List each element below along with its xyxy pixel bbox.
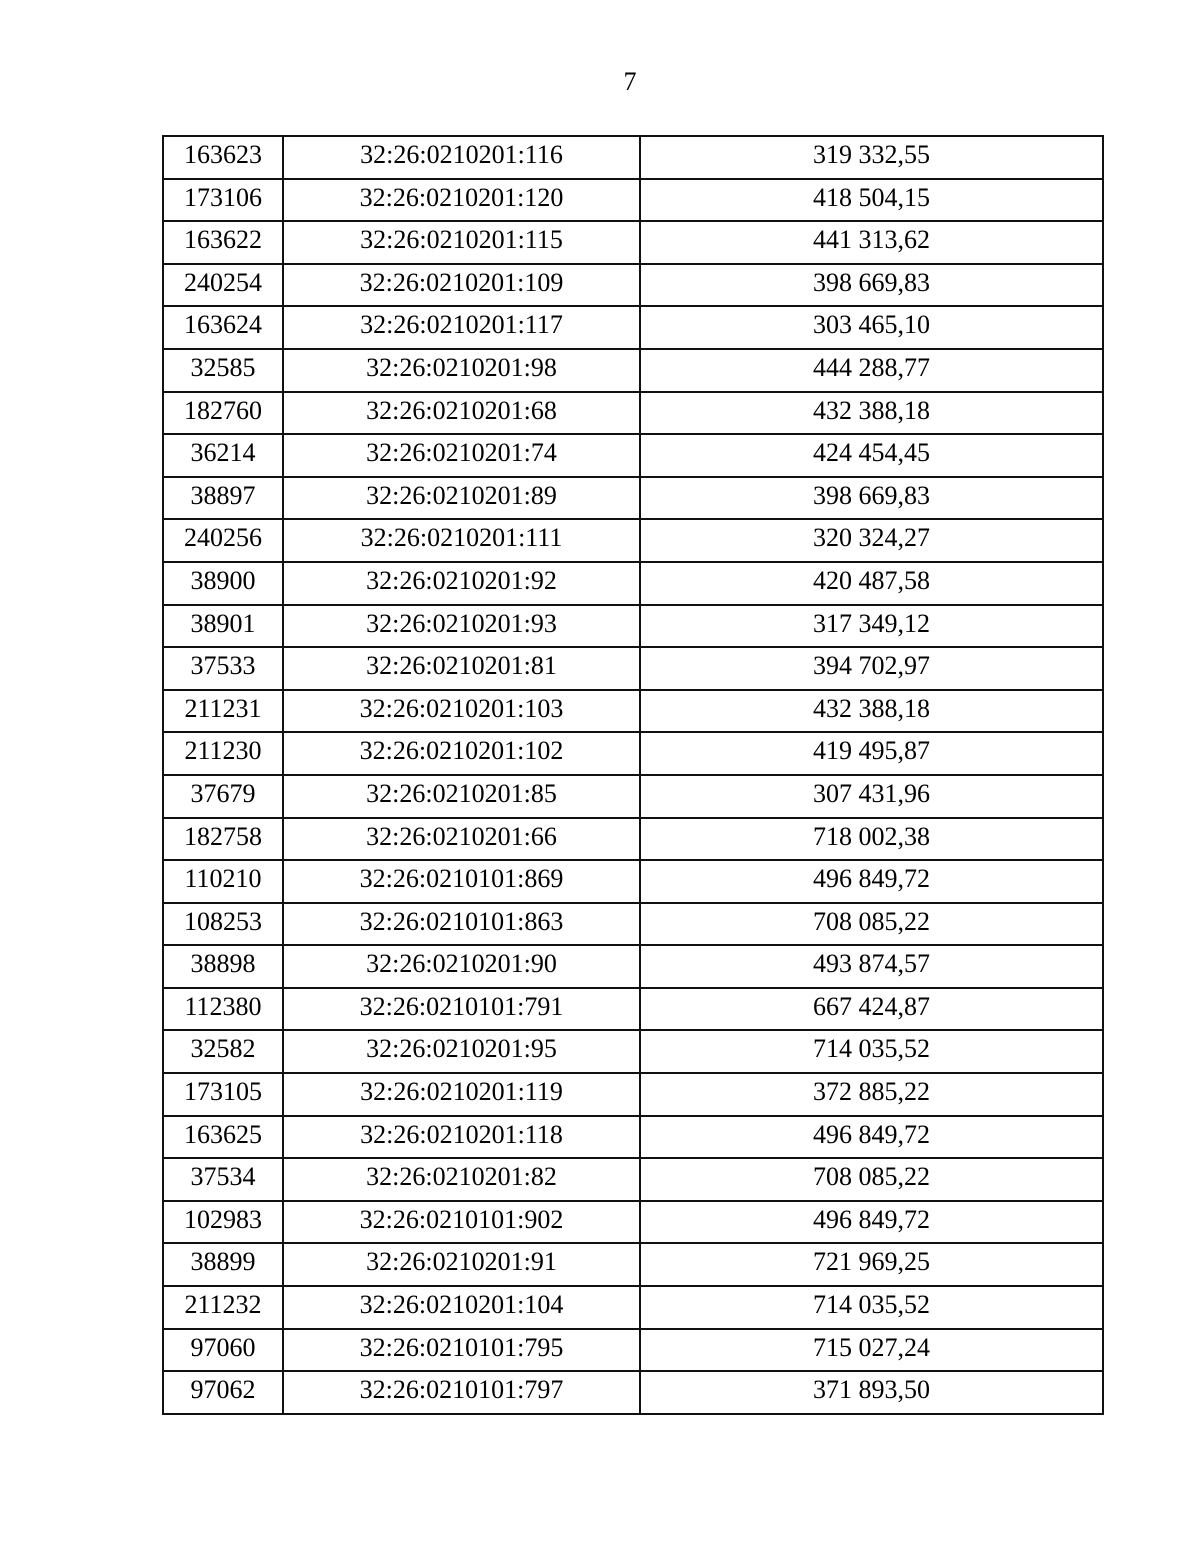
- value-cell: 394 702,97: [640, 647, 1103, 690]
- cadastral-number-cell: 32:26:0210201:93: [283, 605, 640, 648]
- value-cell: 496 849,72: [640, 1116, 1103, 1159]
- table-row: [163, 1286, 1103, 1329]
- table-row: [163, 562, 1103, 605]
- cadastral-number-cell: 32:26:0210201:103: [283, 690, 640, 733]
- table-row: [163, 136, 1103, 179]
- row-id-cell: 97062: [163, 1371, 283, 1414]
- row-id-cell: 163623: [163, 136, 283, 179]
- cadastral-number-cell: 32:26:0210101:795: [283, 1329, 640, 1372]
- value-cell: 418 504,15: [640, 179, 1103, 222]
- cadastral-number-cell: 32:26:0210201:117: [283, 306, 640, 349]
- value-cell: 441 313,62: [640, 221, 1103, 264]
- table-row: [163, 349, 1103, 392]
- row-id-cell: 112380: [163, 988, 283, 1031]
- cadastral-number-cell: 32:26:0210101:902: [283, 1201, 640, 1244]
- value-cell: 372 885,22: [640, 1073, 1103, 1116]
- row-id-cell: 32582: [163, 1030, 283, 1073]
- cadastral-number-cell: 32:26:0210201:82: [283, 1158, 640, 1201]
- cadastral-number-cell: 32:26:0210101:791: [283, 988, 640, 1031]
- cadastral-number-cell: 32:26:0210201:118: [283, 1116, 640, 1159]
- table-row: [163, 1158, 1103, 1201]
- table-row: [163, 477, 1103, 520]
- table-row: [163, 818, 1103, 861]
- value-cell: 667 424,87: [640, 988, 1103, 1031]
- table-row: [163, 1371, 1103, 1414]
- value-cell: 320 324,27: [640, 519, 1103, 562]
- cadastral-number-cell: 32:26:0210201:116: [283, 136, 640, 179]
- row-id-cell: 38898: [163, 945, 283, 988]
- value-cell: 715 027,24: [640, 1329, 1103, 1372]
- value-cell: 398 669,83: [640, 477, 1103, 520]
- row-id-cell: 38897: [163, 477, 283, 520]
- row-id-cell: 37679: [163, 775, 283, 818]
- row-id-cell: 211232: [163, 1286, 283, 1329]
- cadastral-number-cell: 32:26:0210201:85: [283, 775, 640, 818]
- row-id-cell: 110210: [163, 860, 283, 903]
- cadastral-number-cell: 32:26:0210101:797: [283, 1371, 640, 1414]
- cadastral-number-cell: 32:26:0210201:89: [283, 477, 640, 520]
- value-cell: 303 465,10: [640, 306, 1103, 349]
- cadastral-number-cell: 32:26:0210201:102: [283, 732, 640, 775]
- value-cell: 496 849,72: [640, 1201, 1103, 1244]
- row-id-cell: 163624: [163, 306, 283, 349]
- value-cell: 419 495,87: [640, 732, 1103, 775]
- table-row: [163, 1073, 1103, 1116]
- table-row: [163, 1243, 1103, 1286]
- value-cell: 708 085,22: [640, 903, 1103, 946]
- cadastral-number-cell: 32:26:0210201:74: [283, 434, 640, 477]
- row-id-cell: 240256: [163, 519, 283, 562]
- value-cell: 714 035,52: [640, 1286, 1103, 1329]
- cadastral-number-cell: 32:26:0210201:119: [283, 1073, 640, 1116]
- cadastral-number-cell: 32:26:0210201:109: [283, 264, 640, 307]
- table-row: [163, 1329, 1103, 1372]
- value-cell: 398 669,83: [640, 264, 1103, 307]
- row-id-cell: 240254: [163, 264, 283, 307]
- table-row: [163, 1116, 1103, 1159]
- row-id-cell: 102983: [163, 1201, 283, 1244]
- value-cell: 307 431,96: [640, 775, 1103, 818]
- row-id-cell: 211231: [163, 690, 283, 733]
- value-cell: 432 388,18: [640, 690, 1103, 733]
- row-id-cell: 108253: [163, 903, 283, 946]
- table-row: [163, 392, 1103, 435]
- value-cell: 424 454,45: [640, 434, 1103, 477]
- table-row: [163, 264, 1103, 307]
- row-id-cell: 173106: [163, 179, 283, 222]
- cadastral-number-cell: 32:26:0210201:91: [283, 1243, 640, 1286]
- cadastral-number-cell: 32:26:0210201:111: [283, 519, 640, 562]
- cadastral-number-cell: 32:26:0210201:98: [283, 349, 640, 392]
- row-id-cell: 97060: [163, 1329, 283, 1372]
- table-row: [163, 988, 1103, 1031]
- table-row: [163, 945, 1103, 988]
- row-id-cell: 36214: [163, 434, 283, 477]
- cadastral-number-cell: 32:26:0210201:115: [283, 221, 640, 264]
- row-id-cell: 163625: [163, 1116, 283, 1159]
- cadastral-number-cell: 32:26:0210101:863: [283, 903, 640, 946]
- row-id-cell: 38899: [163, 1243, 283, 1286]
- value-cell: 371 893,50: [640, 1371, 1103, 1414]
- row-id-cell: 32585: [163, 349, 283, 392]
- cadastral-number-cell: 32:26:0210201:90: [283, 945, 640, 988]
- table-row: [163, 519, 1103, 562]
- cadastral-number-cell: 32:26:0210101:869: [283, 860, 640, 903]
- value-cell: 708 085,22: [640, 1158, 1103, 1201]
- row-id-cell: 211230: [163, 732, 283, 775]
- table-row: [163, 647, 1103, 690]
- value-cell: 432 388,18: [640, 392, 1103, 435]
- table-row: [163, 775, 1103, 818]
- cadastral-number-cell: 32:26:0210201:92: [283, 562, 640, 605]
- value-cell: 317 349,12: [640, 605, 1103, 648]
- value-cell: 718 002,38: [640, 818, 1103, 861]
- table-row: [163, 903, 1103, 946]
- row-id-cell: 173105: [163, 1073, 283, 1116]
- value-cell: 721 969,25: [640, 1243, 1103, 1286]
- row-id-cell: 37533: [163, 647, 283, 690]
- row-id-cell: 38901: [163, 605, 283, 648]
- table-row: [163, 306, 1103, 349]
- page-number: 7: [623, 67, 637, 96]
- table-row: [163, 690, 1103, 733]
- value-cell: 420 487,58: [640, 562, 1103, 605]
- row-id-cell: 182758: [163, 818, 283, 861]
- table-row: [163, 179, 1103, 222]
- table-row: [163, 860, 1103, 903]
- table-row: [163, 605, 1103, 648]
- value-cell: 714 035,52: [640, 1030, 1103, 1073]
- value-cell: 496 849,72: [640, 860, 1103, 903]
- cadastral-number-cell: 32:26:0210201:104: [283, 1286, 640, 1329]
- cadastral-number-cell: 32:26:0210201:66: [283, 818, 640, 861]
- table-row: [163, 221, 1103, 264]
- table-row: [163, 434, 1103, 477]
- cadastral-number-cell: 32:26:0210201:95: [283, 1030, 640, 1073]
- table-body: [163, 136, 1103, 1414]
- data-table: [162, 135, 1104, 1415]
- row-id-cell: 38900: [163, 562, 283, 605]
- value-cell: 319 332,55: [640, 136, 1103, 179]
- table-row: [163, 732, 1103, 775]
- row-id-cell: 163622: [163, 221, 283, 264]
- value-cell: 493 874,57: [640, 945, 1103, 988]
- row-id-cell: 37534: [163, 1158, 283, 1201]
- cadastral-number-cell: 32:26:0210201:68: [283, 392, 640, 435]
- cadastral-number-cell: 32:26:0210201:120: [283, 179, 640, 222]
- table-row: [163, 1030, 1103, 1073]
- row-id-cell: 182760: [163, 392, 283, 435]
- table-row: [163, 1201, 1103, 1244]
- value-cell: 444 288,77: [640, 349, 1103, 392]
- cadastral-number-cell: 32:26:0210201:81: [283, 647, 640, 690]
